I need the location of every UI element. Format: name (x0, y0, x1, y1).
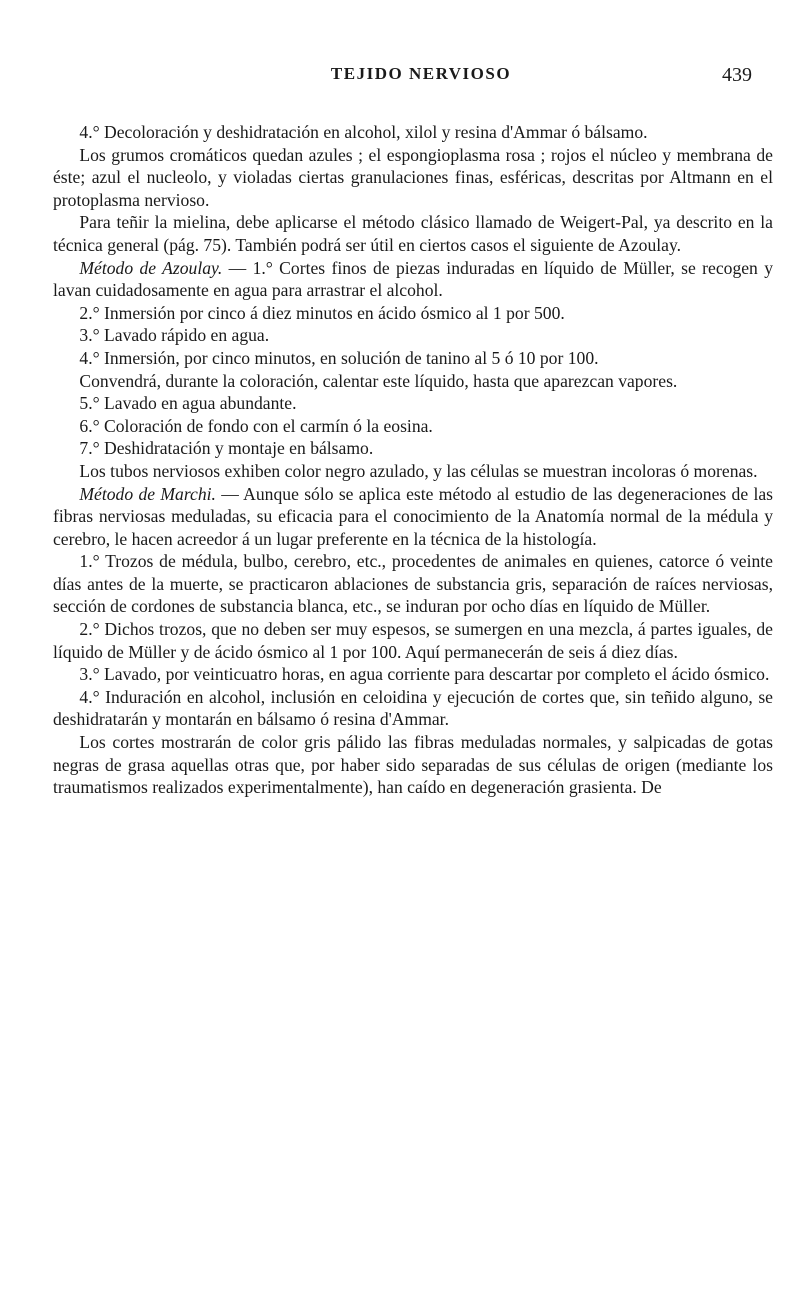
page-number: 439 (722, 64, 752, 86)
paragraph: 4.° Inmersión, por cinco minutos, en solución de tanino al 5 ó 10 por 100. (79, 347, 599, 368)
paragraph: Método de Azoulay. — 1.° Cortes finos de piezas induradas en líquido de Müller, se recogen y lavan cuidadosamente en agua para arrastrar el alcohol. (53, 257, 774, 301)
paragraph: 6.° Coloración de fondo con el carmín ó la eosina. (79, 415, 433, 436)
paragraph: 4.° Induración en alcohol, inclusión en celoidina y ejecución de cortes que, sin teñido alguno, se deshidratarán y montarán en bálsamo ó resina d'Ammar. (53, 686, 773, 730)
paragraph: Los tubos nerviosos exhiben color negro azulado, y las células se muestran incoloras ó morenas. (79, 460, 758, 481)
paragraph: 5.° Lavado en agua abundante. (79, 393, 297, 414)
method-heading: Método de Marchi. (79, 483, 216, 504)
running-title: TEJIDO NERVIOSO (330, 64, 512, 83)
paragraph: 3.° Lavado rápido en agua. (79, 325, 270, 346)
paragraph: Convendrá, durante la coloración, calentar este líquido, hasta que aparezcan vapores. (79, 370, 678, 391)
paragraph: Para teñir la mielina, debe aplicarse el método clásico llamado de Weigert-Pal, ya descrito en la técnica general (pág. 75). También podrá ser útil en ciertos casos el siguiente de Azoulay. (53, 212, 773, 255)
paragraph: Los cortes mostrarán de color gris pálido las fibras meduladas normales, y salpicadas de gotas negras de grasa aquellas otras que, por haber sido separadas de sus células de origen (mediante los traumatismos realizados experimentalmente), han caído en degeneración grasienta. De (53, 732, 773, 798)
paragraph: Los grumos cromáticos quedan azules ; el espongioplasma rosa ; rojos el núcleo y membrana de éste; azul el nucleolo, y violadas ciertas granulaciones finas, esféricas, descritas por Altmann en el protoplasma nervioso. (53, 144, 773, 210)
paragraph: 2.° Inmersión por cinco á diez minutos en ácido ósmico al 1 por 500. (79, 302, 565, 323)
page-header (90, 64, 752, 92)
paragraph: Método de Marchi. — Aunque sólo se aplica este método al estudio de las degeneraciones de las fibras nerviosas meduladas, su eficacia para el conocimiento de la Anatomía normal de la médula y cerebro, le hacen acreedor á un lugar preferente en la técnica de la histología. (53, 483, 774, 549)
method-heading: Método de Azoulay. (79, 257, 223, 278)
paragraph: 7.° Deshidratación y montaje en bálsamo. (79, 438, 374, 459)
paragraph: 3.° Lavado, por veinticuatro horas, en agua corriente para descartar por completo el ácido ósmico. (79, 664, 770, 685)
paragraph: 4.° Decoloración y deshidratación en alcohol, xilol y resina d'Ammar ó bálsamo. (79, 122, 648, 142)
paragraph: 1.° Trozos de médula, bulbo, cerebro, etc., procedentes de animales en quienes, catorce ó veinte días antes de la muerte, se practicaron ablaciones de substancia gris, separación de raíces nerviosas, sección de cordones de substancia blanca, etc., se induran por ocho días en líquido de Müller. (53, 551, 773, 617)
body-text (53, 121, 773, 799)
paragraph: 2.° Dichos trozos, que no deben ser muy espesos, se sumergen en una mezcla, á partes iguales, de líquido de Müller y de ácido ósmico al 1 por 100. Aquí permanecerán de seis á diez días. (53, 619, 773, 662)
